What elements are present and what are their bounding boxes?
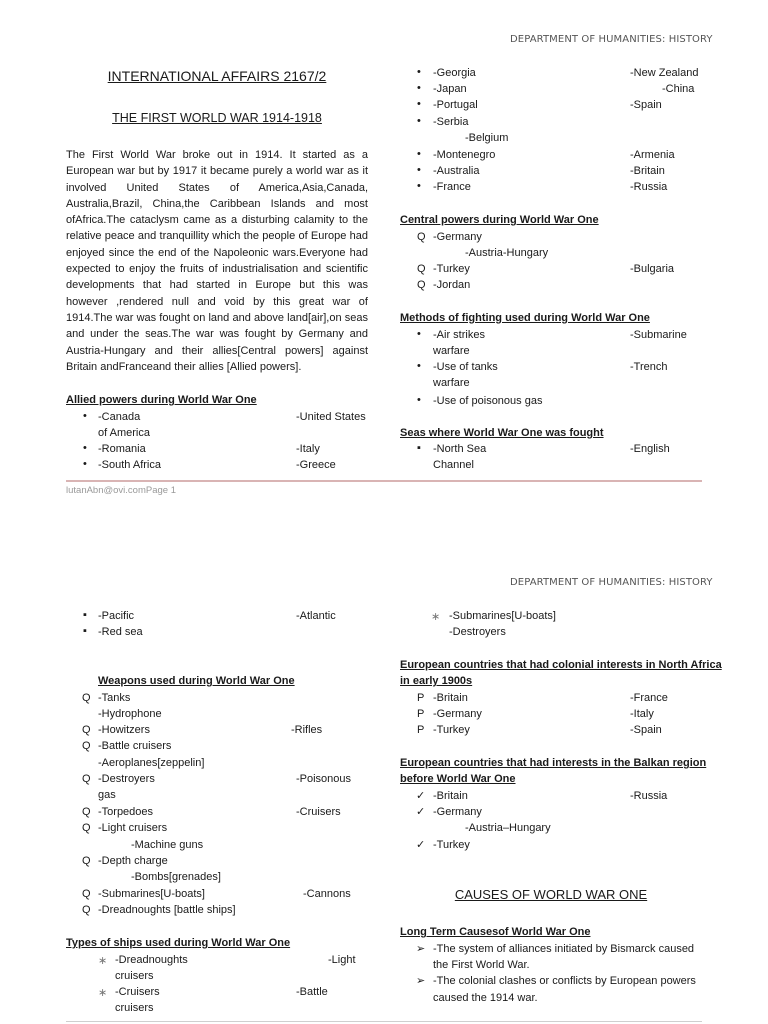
list-item: -Germany [433,231,482,243]
list-item: the First World War. [433,959,530,971]
list-item: -United States [296,411,366,423]
list-item: -Use of poisonous gas [433,395,543,407]
list-item: Channel [433,459,474,471]
list-item: -Germany [433,708,482,720]
list-item: -Submarines[U-boats] [98,888,205,900]
bullet-marker: • [417,180,421,192]
weapons-heading: Weapons used during World War One [98,675,295,687]
central-heading: Central powers during World War One [400,214,599,226]
list-item: -Light cruisers [98,822,168,834]
list-item: -Dreadnoughts [115,954,188,966]
list-item: -Light [328,954,356,966]
list-item: -English [630,443,670,455]
bullet-marker: Q [82,724,91,736]
balkan-heading-line2: before World War One [400,773,516,785]
footer-divider [66,480,702,482]
list-item: -Rifles [291,724,323,736]
arrow-icon: ➢ [416,975,426,987]
list-item: -Depth charge [98,855,168,867]
list-item: -Belgium [465,132,509,144]
list-item: -Britain [433,790,468,802]
list-item: of America [98,427,150,439]
list-item: -Bulgaria [630,263,675,275]
section-subtitle: THE FIRST WORLD WAR 1914-1918 [112,111,322,125]
bullet-marker: P [417,692,425,704]
list-item: -Destroyers [98,773,155,785]
bullet-marker: • [417,328,421,340]
bullet-marker: Q [82,888,91,900]
list-item: -Japan [433,83,467,95]
list-item: -France [433,181,471,193]
list-item: gas [98,789,116,801]
allied-heading: Allied powers during World War One [66,394,257,406]
bullet-marker: • [417,82,421,94]
list-item: -The system of alliances initiated by Bismarck caused [433,943,695,955]
list-item: -Armenia [630,149,675,161]
bullet-marker: • [417,148,421,160]
list-item: -South Africa [98,459,161,471]
list-item: -Air strikes [433,329,485,341]
bullet-marker: ∗ [431,611,441,623]
balkan-heading: European countries that had interests in the Balkan region [400,757,707,769]
list-item: -Turkey [433,724,470,736]
bullet-marker: ▪ [83,609,87,621]
bullet-marker: • [417,98,421,110]
intro-paragraph: The First World War broke out in 1914. It started as a European war but by 1917 it became purely a world war as it involved United States of America,Asia,Canada, Australia,Brazil, China,the Caribbean Islands and most ofAfrica.The cataclysm came as a disturbing calamity to the relative peace and tranquillity which the people of Europe had enjoyed since the end of the Napoleonic wars.Everyone had expected to enjoy the fruits of industrialisation and scientific developments that had started in Europe but this was however ,rendered null and void by this great war of 1914.The war was fought on land and above land[air],on seas and under the seas.The war was fought by Germany and Austria-Hungary and their allies[Central powers] against Britain andFranceand their allies [Allied powers]. [66,149,368,373]
list-item: -Britain [630,165,665,177]
list-item: -Italy [630,708,654,720]
list-item: -North Sea [433,443,487,455]
list-item: -Spain [630,724,662,736]
list-item: cruisers [115,970,154,982]
bullet-marker: • [417,66,421,78]
list-item: cruisers [115,1002,154,1014]
list-item: -Greece [296,459,336,471]
list-item: -Battle [296,986,328,998]
africa-heading-line2: in early 1900s [400,675,473,687]
bullet-marker: ▪ [417,442,421,454]
list-item: -Use of tanks [433,361,498,373]
methods-heading: Methods of fighting used during World War One [400,312,650,324]
bullet-marker: • [83,410,87,422]
bullet-marker: • [417,115,421,127]
bullet-marker: • [83,458,87,470]
bullet-marker: Q [82,773,91,785]
bullet-marker: P [417,724,425,736]
list-item: -Hydrophone [98,708,162,720]
list-item: -Georgia [433,67,476,79]
causes-heading: CAUSES OF WORLD WAR ONE [454,887,648,902]
list-item: -Bombs[grenades] [131,871,221,883]
bullet-marker: • [417,360,421,372]
department-header: DEPARTMENT OF HUMANITIES: HISTORY [510,34,713,45]
bullet-marker: Q [82,806,91,818]
list-item: -Battle cruisers [98,740,172,752]
list-item: -Trench [630,361,668,373]
check-icon: ✓ [416,790,426,802]
bullet-marker: ▪ [83,625,87,637]
seas-heading: Seas where World War One was fought [400,427,604,439]
list-item: -Portugal [433,99,478,111]
list-item: -Machine guns [131,839,204,851]
list-item: -Torpedoes [98,806,154,818]
bullet-marker: • [417,164,421,176]
check-icon: ✓ [416,806,426,818]
list-item: -Australia [433,165,480,177]
list-item: -China [662,83,695,95]
list-item: -Cruisers [115,986,160,998]
list-item: -Russia [630,181,668,193]
list-item: -Submarines[U-boats] [449,610,556,622]
list-item: -Romania [98,443,146,455]
list-item: -Poisonous [296,773,352,785]
list-item: -Red sea [98,626,143,638]
list-item: -Dreadnoughts [battle ships] [98,904,236,916]
arrow-icon: ➢ [416,943,426,955]
bullet-marker: • [417,394,421,406]
bullet-marker: Q [82,692,91,704]
list-item: -New Zealand [630,67,699,79]
ships-heading: Types of ships used during World War One [66,937,291,949]
bullet-marker: Q [417,279,426,291]
list-item: -Russia [630,790,668,802]
list-item: -Turkey [433,839,470,851]
list-item: -Pacific [98,610,135,622]
list-item: -Canada [98,411,141,423]
bullet-marker: P [417,708,425,720]
list-item: -Atlantic [296,610,336,622]
bullet-marker: Q [82,855,91,867]
list-item: -Howitzers [98,724,150,736]
page-footer: lutanAbn@ovi.comPage 1 [66,485,176,496]
bullet-marker: Q [417,263,426,275]
list-item: -Serbia [433,116,469,128]
list-item: -Montenegro [433,149,496,161]
africa-heading: European countries that had colonial interests in North Africa [400,659,722,671]
list-item: -Destroyers [449,626,506,638]
list-item: -Italy [296,443,320,455]
list-item: -Cruisers [296,806,341,818]
list-item: -Britain [433,692,468,704]
bullet-marker: Q [82,740,91,752]
longterm-heading: Long Term Causesof World War One [400,926,591,938]
document-title: INTERNATIONAL AFFAIRS 2167/2 [107,68,327,84]
list-item: -Jordan [433,279,471,291]
list-item: -Aeroplanes[zeppelin] [98,757,205,769]
bullet-marker: Q [82,904,91,916]
list-item: -Austria–Hungary [465,822,551,834]
list-item: warfare [433,345,470,357]
bullet-marker: Q [82,822,91,834]
list-item: -Turkey [433,263,470,275]
list-item: -The colonial clashes or conflicts by European powers [433,975,696,987]
list-item: -France [630,692,668,704]
list-item: warfare [433,377,470,389]
bullet-marker: Q [417,231,426,243]
page-bottom-divider [66,1021,702,1022]
list-item: -Spain [630,99,662,111]
list-item: -Submarine [630,329,687,341]
list-item: -Germany [433,806,482,818]
check-icon: ✓ [416,839,426,851]
bullet-marker: ∗ [98,987,108,999]
list-item: -Cannons [303,888,351,900]
bullet-marker: • [83,442,87,454]
list-item: caused the 1914 war. [433,992,538,1004]
department-header: DEPARTMENT OF HUMANITIES: HISTORY [510,577,713,588]
list-item: -Austria-Hungary [465,247,549,259]
bullet-marker: ∗ [98,955,108,967]
list-item: -Tanks [98,692,131,704]
